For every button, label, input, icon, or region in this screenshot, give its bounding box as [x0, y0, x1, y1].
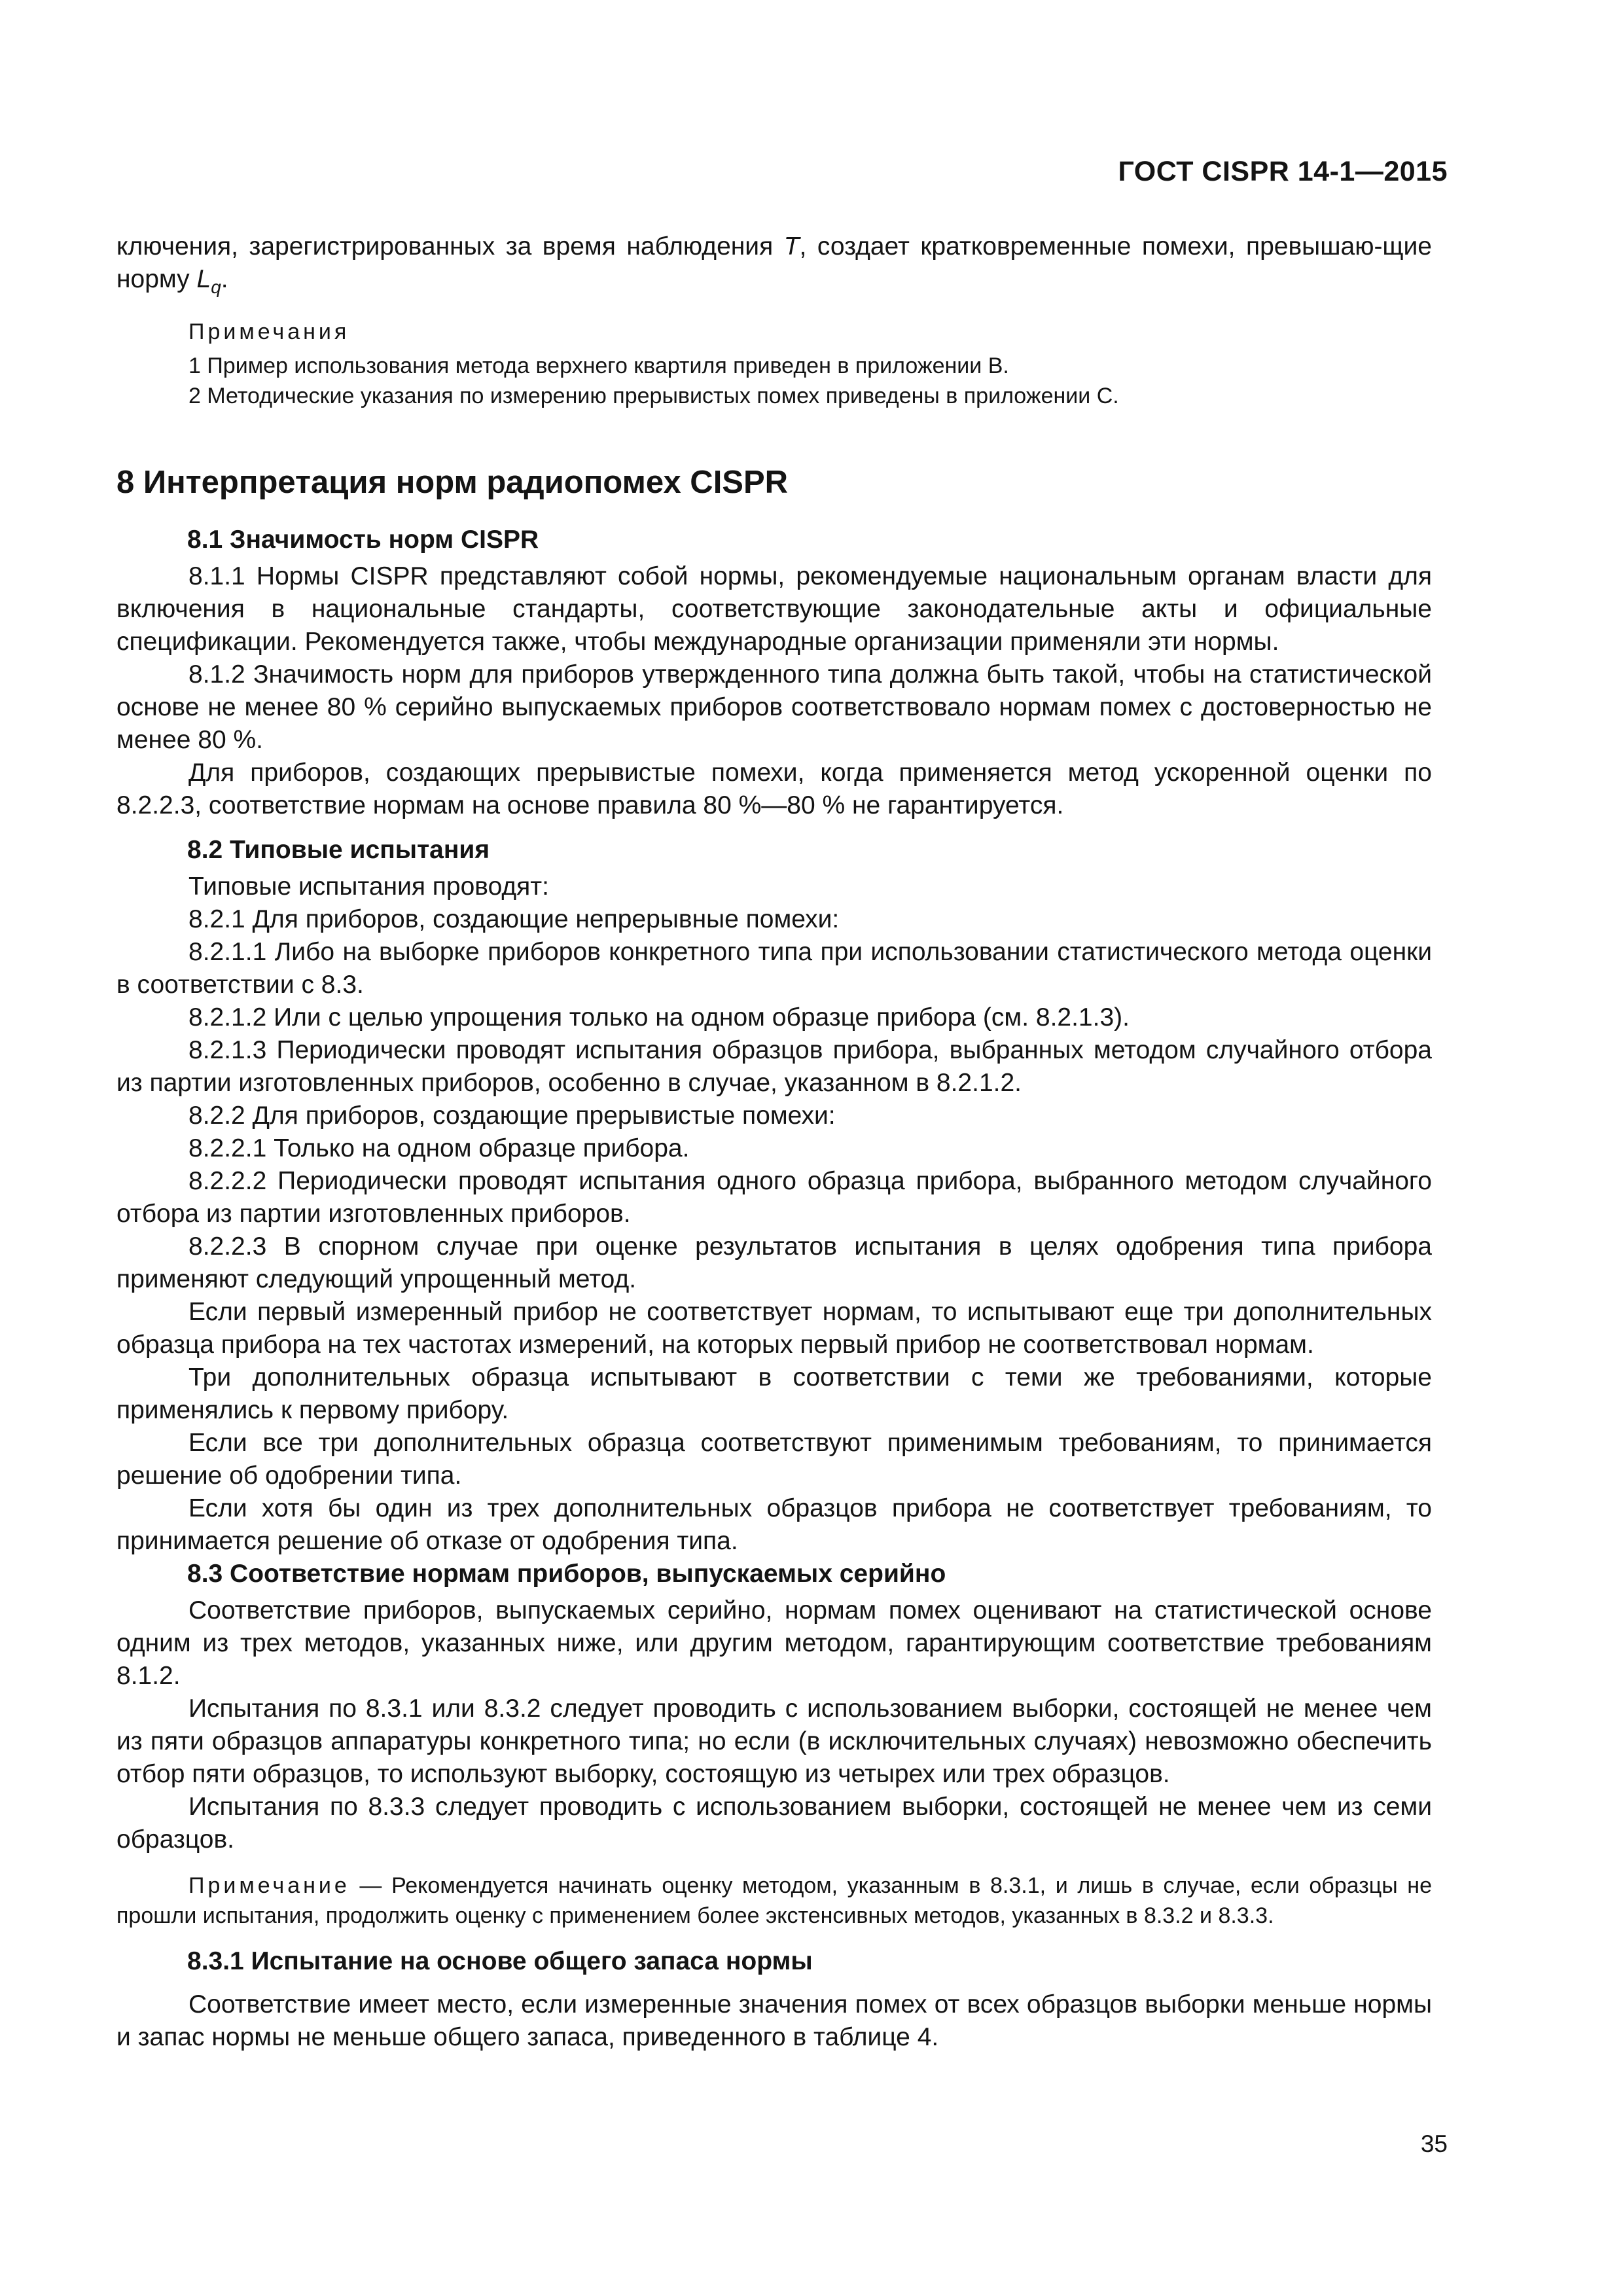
paragraph: Три дополнительных образца испытывают в соответствии с теми же требованиями, которые применялись к первому прибору. — [116, 1363, 1432, 1424]
section-8-1-title: 8.1 Значимость норм CISPR — [187, 525, 539, 554]
paragraph: 8.2.1.3 Периодически проводят испытания образцов прибора, выбранных методом случайного отбора из партии изготовленных приборов, особенно в случае, указанном в 8.2.1.2. — [116, 1035, 1432, 1097]
paragraph: 8.2.1.2 Или с целью упрощения только на одном образце прибора (см. 8.2.1.3). — [188, 1003, 1130, 1031]
variable-l: L — [196, 265, 211, 293]
paragraph: 8.2.2 Для приборов, создающие прерывистые помехи: — [188, 1101, 836, 1130]
note-paragraph — [116, 1871, 1432, 1931]
paragraph: Испытания по 8.3.1 или 8.3.2 следует проводить с использованием выборки, состоящей не менее чем из пяти образцов аппаратуры конкретного типа; но если (в исключительных случаях) невозможно обеспечить отбор пяти образцов, то используют выборку, состоящую из четырех или трех образцов. — [116, 1694, 1432, 1788]
note-item: 1 Пример использования метода верхнего квартиля приведен в приложении B. — [188, 353, 1009, 378]
section-8-title: 8 Интерпретация норм радиопомех CISPR — [116, 464, 789, 500]
variable-l-subscript: q — [211, 276, 221, 297]
intro-text-before: ключения, зарегистрированных за время наблюдения — [116, 232, 784, 260]
paragraph: Соответствие приборов, выпускаемых серийно, нормам помех оценивают на статистической основе одним из трех методов, указанных ниже, или другим методом, гарантирующим соответствие требованиям 8.1.2. — [116, 1596, 1432, 1690]
paragraph: 8.1.1 Нормы CISPR представляют собой нормы, рекомендуемые национальным органам власти для включения в национальные стандарты, соответствующие законодательные акты и официальные спецификации. Рекомендуется также, чтобы международные организации применяли эти нормы. — [116, 562, 1432, 656]
paragraph: Соответствие имеет место, если измеренные значения помех от всех образцов выборки меньше нормы и запас нормы не меньше общего запаса, приведенного в таблице 4. — [116, 1990, 1432, 2051]
page-content — [116, 230, 1432, 2054]
paragraph: 8.2.2.3 В спорном случае при оценке результатов испытания в целях одобрения типа прибора применяют следующий упрощенный метод. — [116, 1232, 1432, 1293]
notes-label: Примечания — [188, 319, 350, 344]
paragraph: Типовые испытания проводят: — [188, 872, 549, 901]
paragraph: 8.2.2.2 Периодически проводят испытания одного образца прибора, выбранного методом случайного отбора из партии изготовленных приборов. — [116, 1166, 1432, 1228]
page-number: 35 — [1420, 2130, 1448, 2157]
paragraph: 8.2.1.1 Либо на выборке приборов конкретного типа при использовании статистического метода оценки в соответствии с 8.3. — [116, 937, 1432, 999]
section-8-2-title: 8.2 Типовые испытания — [187, 835, 490, 864]
paragraph: Для приборов, создающих прерывистые помехи, когда применяется метод ускоренной оценки по 8.2.2.3, соответствие нормам на основе правила 80 %—80 % не гарантируется. — [116, 758, 1432, 819]
note-text: — Рекомендуется начинать оценку методом, указанным в 8.3.1, и лишь в случае, если образцы не прошли испытания, продолжить оценку с применением более экстенсивных методов, указанных в 8.3.2 и 8.3.3. — [116, 1873, 1432, 1928]
document-header: ГОСТ CISPR 14-1—2015 — [1118, 156, 1448, 187]
paragraph: 8.2.2.1 Только на одном образце прибора. — [188, 1134, 690, 1162]
paragraph: Если хотя бы один из трех дополнительных образцов прибора не соответствует требованиям, то принимается решение об отказе от одобрения типа. — [116, 1494, 1432, 1555]
paragraph: Если первый измеренный прибор не соответствует нормам, то испытывают еще три дополнительных образца прибора на тех частотах измерений, на которых первый прибор не соответствовал нормам. — [116, 1297, 1432, 1359]
section-8-3-title: 8.3 Соответствие нормам приборов, выпускаемых серийно — [187, 1559, 946, 1588]
variable-t: T — [783, 232, 800, 260]
note-item: 2 Методические указания по измерению прерывистых помех приведены в приложении C. — [188, 383, 1119, 408]
intro-paragraph — [116, 230, 1432, 304]
intro-text-after: . — [221, 265, 228, 293]
paragraph: 8.1.2 Значимость норм для приборов утвержденного типа должна быть такой, чтобы на статистической основе не менее 80 % серийно выпускаемых приборов соответствовало нормам помех с достоверностью не менее 80 %. — [116, 660, 1432, 754]
paragraph: Если все три дополнительных образца соответствуют применимым требованиям, то принимается решение об одобрении типа. — [116, 1428, 1432, 1490]
section-8-3-1-title: 8.3.1 Испытание на основе общего запаса нормы — [187, 1946, 813, 1975]
note-label: Примечание — [188, 1873, 350, 1898]
paragraph: 8.2.1 Для приборов, создающие непрерывные помехи: — [188, 905, 840, 933]
paragraph: Испытания по 8.3.3 следует проводить с использованием выборки, состоящей не менее чем из семи образцов. — [116, 1792, 1432, 1854]
intro-text-middle: , создает кратковременные помехи, превышаю-щие норму — [116, 232, 1432, 293]
